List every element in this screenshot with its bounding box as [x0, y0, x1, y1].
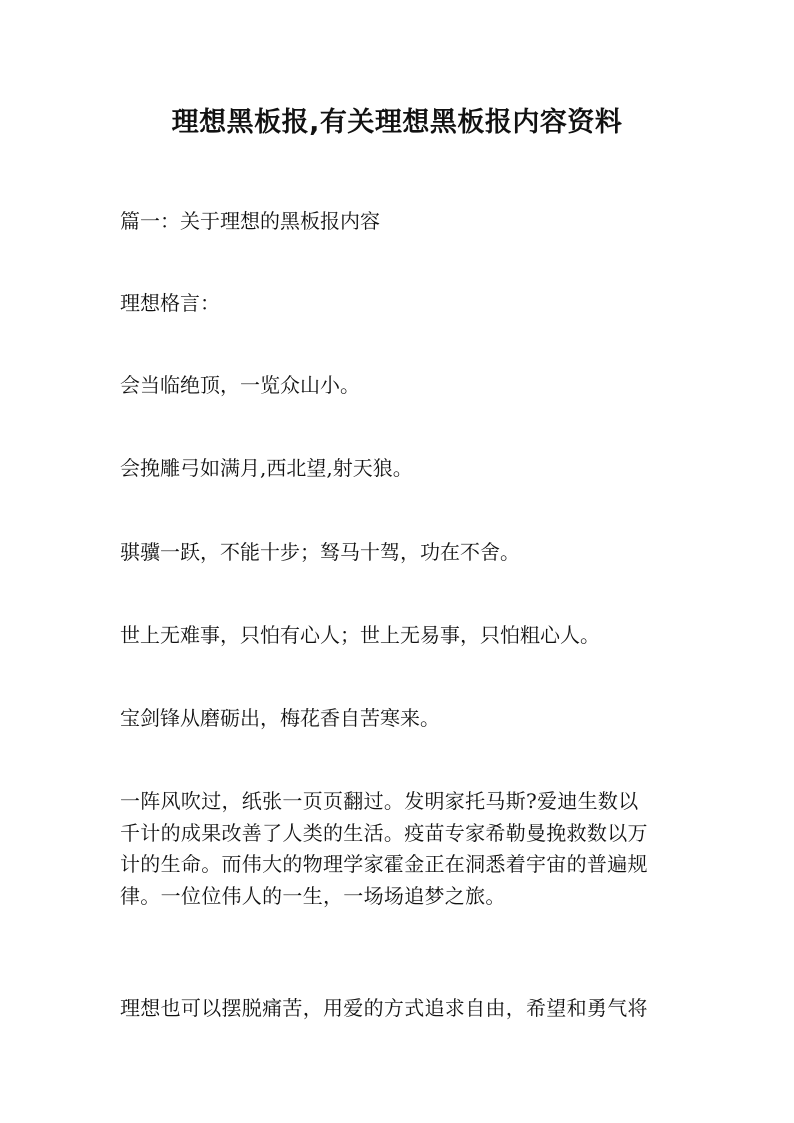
quote-line-2: 会挽雕弓如满月,西北望,射天狼。	[120, 456, 413, 480]
paragraph-line: 计的生命。而伟大的物理学家霍金正在洞悉着宇宙的普遍规	[120, 852, 648, 876]
paragraph-line: 理想也可以摆脱痛苦，用爱的方式追求自由，希望和勇气将	[120, 996, 648, 1020]
quote-line-5: 宝剑锋从磨砺出，梅花香自苦寒来。	[120, 706, 440, 730]
body-paragraph-1	[120, 786, 680, 912]
paragraph-line: 千计的成果改善了人类的生活。疫苗专家希勒曼挽救数以万	[120, 820, 648, 845]
paragraph-line: 一阵风吹过，纸张一页页翻过。发明家托马斯?爱迪生数以	[120, 789, 639, 813]
subheading: 理想格言：	[120, 291, 220, 315]
quote-line-1: 会当临绝顶，一览众山小。	[120, 373, 360, 397]
paragraph-line: 律。一位位伟人的一生，一场场追梦之旅。	[120, 883, 506, 908]
quote-line-4: 世上无难事，只怕有心人；世上无易事，只怕粗心人。	[120, 623, 600, 647]
page-title: 理想黑板报,有关理想黑板报内容资料	[171, 107, 623, 138]
quote-line-3: 骐骥一跃，不能十步；驽马十驾，功在不舍。	[120, 540, 520, 564]
body-paragraph-2	[120, 993, 680, 1025]
section-heading: 篇一：关于理想的黑板报内容	[120, 209, 380, 233]
